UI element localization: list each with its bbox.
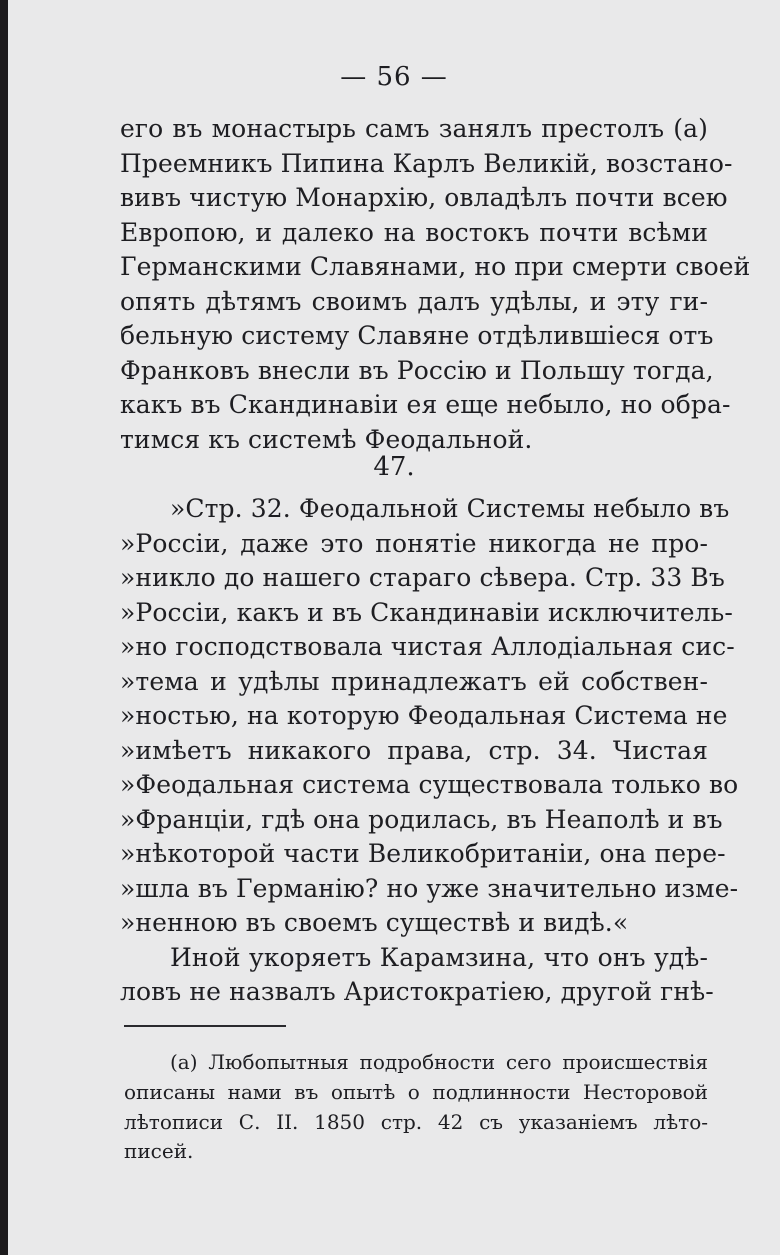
text-line: его въ монастырь самъ занялъ престолъ (а): [120, 114, 708, 143]
quote-line: »имѣетъ никакого права, стр. 34. Чистая: [120, 736, 708, 765]
quote-line: »тема и удѣлы принадлежатъ ей собствен-: [120, 667, 708, 696]
quote-line: »нѣкоторой части Великобританіи, она пере-: [120, 839, 726, 868]
quote-line: »Феодальная система существовала только во: [120, 770, 739, 799]
text-line: Европою, и далеко на востокъ почти всѣми: [120, 218, 708, 247]
footnote-line: (а) Любопытныя подробности сего происшествія: [170, 1050, 708, 1074]
text-line: опять дѣтямъ своимъ далъ удѣлы, и эту ги-: [120, 287, 708, 316]
page-number: — 56 —: [340, 62, 448, 92]
text-line: какъ въ Скандинавіи ея еще небыло, но обра-: [120, 390, 731, 419]
footnote-divider: [124, 1025, 286, 1027]
quote-line: »никло до нашего стараго сѣвера. Стр. 33 Въ: [120, 563, 725, 592]
quote-line: »Франціи, гдѣ она родилась, въ Неаполѣ и въ: [120, 805, 723, 834]
text-line: Преемникъ Пипина Карлъ Великій, возстано-: [120, 149, 733, 178]
quote-line: »шла въ Германію? но уже значительно изме-: [120, 874, 739, 903]
text-line: бельную систему Славяне отдѣлившіеся отъ: [120, 321, 714, 350]
book-page: [8, 0, 780, 1255]
section-number: 47.: [373, 452, 415, 482]
footnote-line: лѣтописи С. II. 1850 стр. 42 съ указаніемъ лѣто-: [124, 1110, 708, 1134]
text-line: Германскими Славянами, но при смерти своей: [120, 252, 751, 281]
text-line: вивъ чистую Монархію, овладѣлъ почти всею: [120, 183, 728, 212]
footnote-line: писей.: [124, 1139, 194, 1163]
footnote-line: описаны нами въ опытѣ о подлинности Несторовой: [124, 1080, 708, 1104]
text-line: Иной укоряетъ Карамзина, что онъ удѣ-: [170, 943, 708, 972]
quote-line: »ненною въ своемъ существѣ и видѣ.«: [120, 908, 629, 937]
quote-line: »Россіи, даже это понятіе никогда не про-: [120, 529, 708, 558]
quote-line: »но господствовала чистая Аллодіальная сис-: [120, 632, 735, 661]
quote-line: »Россіи, какъ и въ Скандинавіи исключитель-: [120, 598, 733, 627]
text-line: тимся къ системѣ Феодальной.: [120, 425, 533, 454]
text-line: ловъ не назвалъ Аристократіею, другой гнѣ-: [120, 977, 714, 1006]
quote-line: »Стр. 32. Феодальной Системы небыло въ: [170, 494, 730, 523]
quote-line: »ностью, на которую Феодальная Система не: [120, 701, 728, 730]
text-line: Франковъ внесли въ Россію и Польшу тогда,: [120, 356, 714, 385]
